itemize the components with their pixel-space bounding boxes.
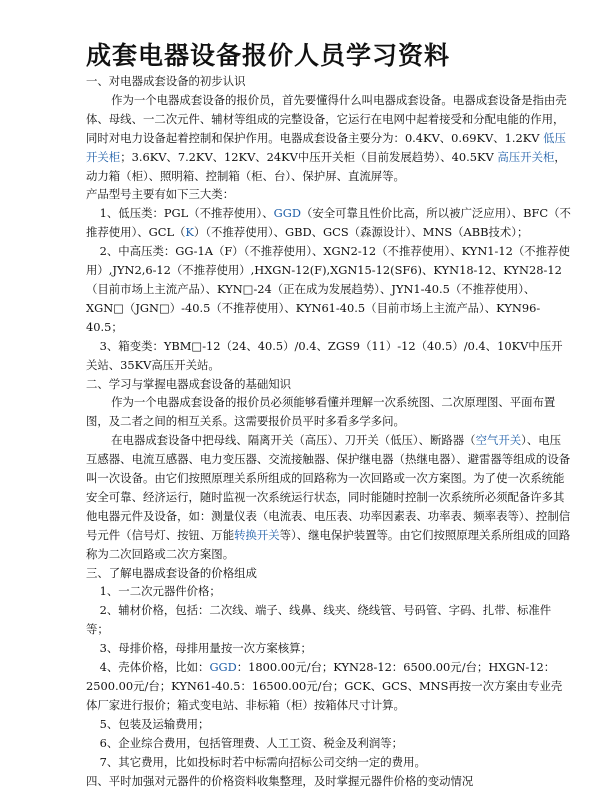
ggd-term: GGD [209, 660, 237, 675]
section-3-item-1: 1、一二次元器件价格； [99, 584, 221, 599]
low-voltage-switchgear-term: 低压开关柜 [86, 130, 566, 164]
ggd-term: GGD [273, 206, 301, 221]
text-run: （安全可靠且性价比高，所以被广泛应用）、BFC（不推荐使用）、GCL（ [86, 206, 571, 240]
section-3-heading: 三、了解电器成套设备的价格组成 [86, 565, 257, 580]
text-run: 在电器成套设备中把母线、隔离开关（高压）、刀开关（低压）、断路器（ [111, 433, 476, 448]
text-run: 1、低压类：PGL（不推荐使用）、 [99, 206, 274, 221]
document-body [86, 72, 572, 790]
k-term: K [185, 225, 194, 240]
high-voltage-switchgear-term: 高压开关柜 [497, 149, 555, 164]
section-1-paragraph-2: 产品型号主要有如下三大类： [86, 187, 235, 202]
section-2-heading: 二、学习与掌握电器成套设备的基础知识 [86, 376, 292, 391]
section-1-heading: 一、对电器成套设备的初步认识 [86, 74, 246, 88]
text-run: 作为一个电器成套设备的报价员，首先要懂得什么叫电器成套设备。电器成套设备是指由壳体、母线、一二次元件、辅材等组成的完整设备，它运行在电网中起着接受和分配电能的作用，同时对电力设备起着控制和保护作用。电器成套设备主要分为：0.4KV、0.69KV、1.2KV [86, 92, 567, 145]
text-run: ；3.6KV、7.2KV、12KV、24KV中压开关柜（目前发展趋势）、40.5KV [120, 149, 498, 164]
section-3-item-2: 2、辅材价格，包括：二次线、端子、线鼻、线夹、绕线管、号码管、字码、扎带、标准件等； [86, 603, 552, 637]
text-run: ）（不推荐使用）、GBD、GCS（森源设计）、MNS（ABB技术）； [193, 225, 529, 240]
text-run: ：1800.00元/台；KYN28-12：6500.00元/台；HXGN-12：2500.00元/台；KYN61-40.5：16500.00元/台；GCK、GCS、MNS再按一次方案由专业壳体厂家进行报价；箱式变电站、非标箱（柜）按箱体尺寸计算。 [86, 660, 563, 712]
section-1-list-item-3: 3、箱变类：YBM□-12（24、40.5）/0.4、ZGS9（11）-12（40.5）/0.4、10KV中压开关站、35KV高压开关站。 [86, 338, 563, 372]
section-2-paragraph-2 [86, 431, 572, 563]
section-1-list-item-1 [86, 204, 572, 242]
transfer-switch-term: 转换开关 [234, 527, 280, 542]
section-1-list-item-2: 2、中高压类：GG-1A（F）（不推荐使用）、XGN2-12（不推荐使用）、KYN1-12（不推荐使用）,JYN2,6-12（不推荐使用）,HXGN-12(F),XGN15-12(SF6)、KYN18-12、KYN28-12（目前市场上主流产品）、KYN□-24（正在成为发展趋势）、JYN1-40.5（不推荐使用）、XGN□（JGN□）-40.5（不推荐使用）、KYN61-40.5（目前市场上主流产品）、KYN96-40.5； [86, 244, 570, 334]
section-4-heading: 四、平时加强对元器件的价格资料收集整理，及时掌握元器件价格的变动情况 [86, 773, 474, 788]
text-run: ）、电压互感器、电流互感器、电力变压器、交流接触器、保护继电器（热继电器）、避雷器等组成的设备叫一次设备。由它们按照原理关系所组成的回路称为一次回路或一次方案图。为了使一次系统能安全可靠、经济运行，随时监视一次系统运行状态，同时能随时控制一次系统所必须配备许多其他电器元件及设备，如：测量仪表（电流表、电压表、功率因素表、功率表、频率表等）、控制信号元件（信号灯、按钮、万能 [86, 433, 571, 542]
section-3-item-7: 7、其它费用，比如投标时若中标需向招标公司交纳一定的费用。 [99, 754, 426, 769]
air-switch-term: 空气开关 [475, 433, 522, 448]
section-3-item-5: 5、包装及运输费用； [99, 716, 210, 731]
text-run: 4、壳体价格，比如： [99, 660, 210, 675]
text-run: 等）、继电保护装置等。由它们按照原理关系所组成的回路称为二次回路或二次方案图。 [86, 527, 571, 561]
section-1-paragraph-1 [86, 91, 572, 186]
section-3-item-3: 3、母排价格，母排用量按一次方案核算； [99, 641, 312, 656]
text-run: ，动力箱（柜）、照明箱、控制箱（柜、台）、保护屏、直流屏等。 [86, 149, 566, 183]
section-3-item-4 [86, 658, 572, 715]
document-title: 成套电器设备报价人员学习资料 [86, 41, 451, 70]
section-3-item-6: 6、企业综合费用，包括管理费、人工工资、税金及利润等； [99, 735, 404, 750]
section-2-paragraph-1: 作为一个电器成套设备的报价员必须能够看懂并理解一次系统图、二次原理图、平面布置图，及二者之间的相互关系。这需要报价员平时多看多学多问。 [86, 395, 556, 429]
